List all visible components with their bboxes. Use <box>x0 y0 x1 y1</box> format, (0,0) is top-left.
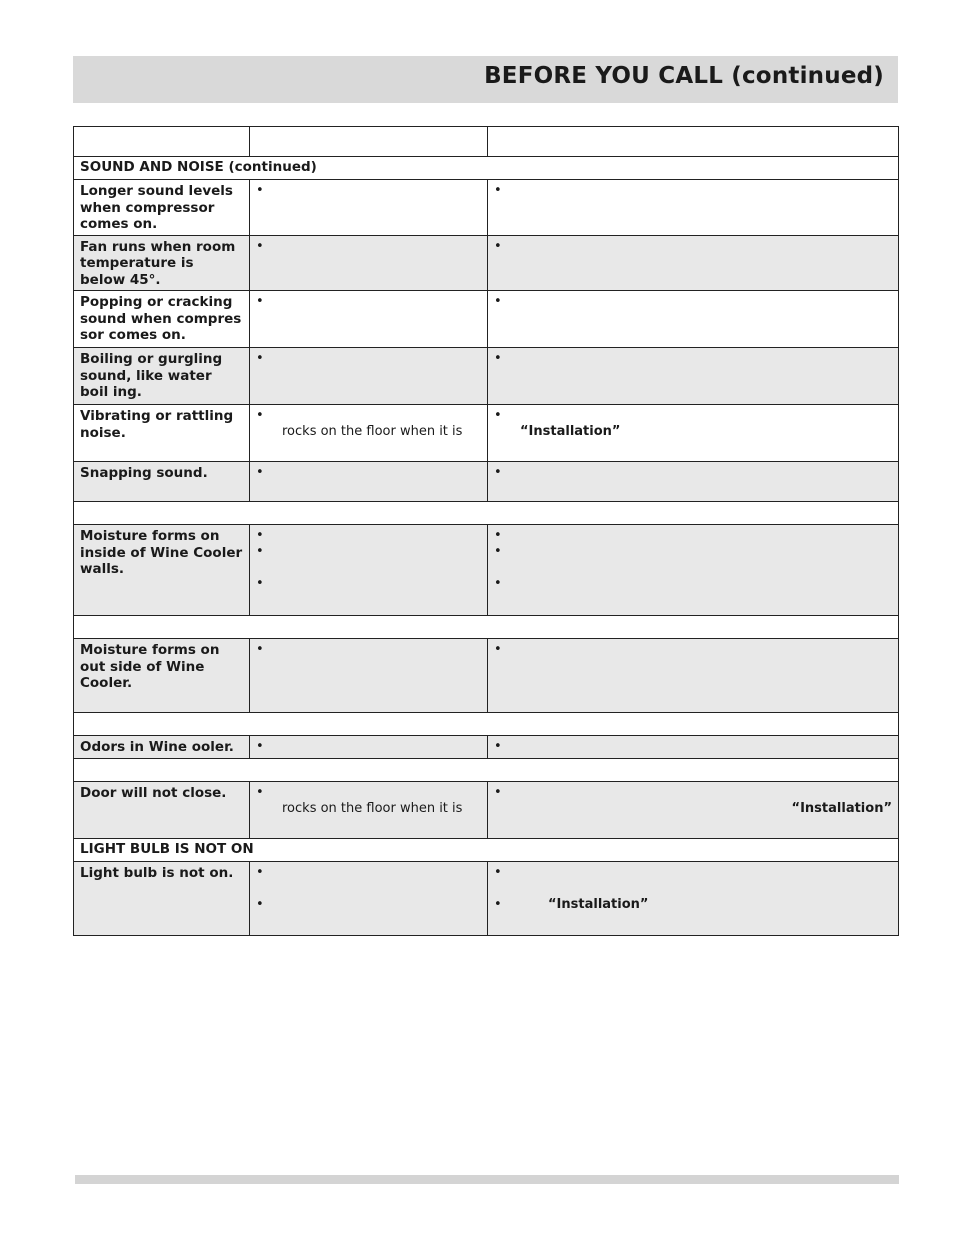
header-cell-solution <box>488 127 899 157</box>
installation-reference: “Installation” <box>791 801 892 816</box>
problem-cell: Door will not close. <box>74 782 250 839</box>
solution-cell <box>488 405 899 462</box>
bullet: • <box>256 465 264 480</box>
solution-cell <box>488 291 899 348</box>
header-cell-cause <box>250 127 488 157</box>
solution-cell <box>488 462 899 502</box>
problem-cell: Snapping sound. <box>74 462 250 502</box>
bullet: • <box>494 576 502 591</box>
installation-reference: “Installation” <box>520 424 621 439</box>
bullet: • <box>256 865 264 880</box>
table-row <box>74 462 899 502</box>
page-title: BEFORE YOU CALL (continued) <box>484 63 884 89</box>
problem-cell: Longer sound levels when compressor comes on. <box>74 180 250 236</box>
bullet: • <box>256 238 264 254</box>
table-row <box>74 736 899 759</box>
table-row <box>74 639 899 713</box>
table-row <box>74 405 899 462</box>
solution-cell <box>488 639 899 713</box>
bullet: • <box>494 528 502 543</box>
bullet: • <box>256 785 264 800</box>
bullet: • <box>494 897 502 912</box>
bullet: • <box>256 408 264 423</box>
bullet: • <box>256 351 264 366</box>
bullet: • <box>494 238 502 254</box>
problem-cell: Light bulb is not on. <box>74 862 250 936</box>
bullet: • <box>256 739 264 754</box>
table-row <box>74 235 899 291</box>
section-title <box>74 502 899 525</box>
section-title: LIGHT BULB IS NOT ON <box>74 839 899 862</box>
bullet: • <box>494 544 502 559</box>
bullet: • <box>256 294 264 309</box>
bullet: • <box>494 294 502 309</box>
troubleshooting-table <box>73 126 899 936</box>
cause-cell <box>250 462 488 502</box>
cause-cell <box>250 639 488 713</box>
bullet: • <box>494 408 502 423</box>
solution-cell <box>488 348 899 405</box>
solution-cell <box>488 736 899 759</box>
problem-cell: Moisture forms on out side of Wine Cooler. <box>74 639 250 713</box>
section-row-empty <box>74 759 899 782</box>
section-title: SOUND AND NOISE (continued) <box>74 157 899 180</box>
solution-cell <box>488 782 899 839</box>
cause-text: rocks on the floor when it is <box>282 801 463 816</box>
header-band <box>73 56 898 103</box>
solution-cell <box>488 525 899 616</box>
table-row <box>74 525 899 616</box>
section-row-empty <box>74 502 899 525</box>
bullet: • <box>494 465 502 480</box>
bullet: • <box>256 183 264 198</box>
table-row <box>74 782 899 839</box>
section-title <box>74 713 899 736</box>
cause-cell <box>250 405 488 462</box>
section-row-empty <box>74 713 899 736</box>
bullet: • <box>256 576 264 591</box>
table-row <box>74 180 899 236</box>
bullet: • <box>494 785 502 800</box>
problem-cell: Popping or cracking sound when compres sor comes on. <box>74 291 250 348</box>
section-title <box>74 616 899 639</box>
problem-cell: Moisture forms on inside of Wine Cooler walls. <box>74 525 250 616</box>
bullet: • <box>494 351 502 366</box>
bullet: • <box>256 528 264 543</box>
bullet: • <box>256 544 264 559</box>
cause-text: rocks on the floor when it is <box>282 424 463 439</box>
solution-cell <box>488 235 899 291</box>
bullet: • <box>494 642 502 657</box>
table-row <box>74 862 899 936</box>
installation-reference: “Installation” <box>548 897 649 912</box>
solution-cell <box>488 862 899 936</box>
cause-cell <box>250 291 488 348</box>
problem-cell: Fan runs when room temperature is below 45°. <box>74 235 250 291</box>
problem-cell: Boiling or gurgling sound, like water boil ing. <box>74 348 250 405</box>
section-row-light-bulb <box>74 839 899 862</box>
cause-cell <box>250 525 488 616</box>
problem-cell: Odors in Wine ooler. <box>74 736 250 759</box>
cause-cell <box>250 235 488 291</box>
header-cell-problem <box>74 127 250 157</box>
cause-cell <box>250 348 488 405</box>
bullet: • <box>494 183 502 198</box>
bullet: • <box>494 865 502 880</box>
bullet: • <box>256 897 264 912</box>
cause-cell <box>250 180 488 236</box>
footer-bar <box>75 1175 899 1184</box>
section-title <box>74 759 899 782</box>
cause-cell <box>250 782 488 839</box>
section-row-sound-noise <box>74 157 899 180</box>
table-row <box>74 348 899 405</box>
bullet: • <box>256 642 264 657</box>
solution-cell <box>488 180 899 236</box>
column-header-row <box>74 127 899 157</box>
bullet: • <box>494 739 502 754</box>
problem-cell: Vibrating or rattling noise. <box>74 405 250 462</box>
table-row <box>74 291 899 348</box>
cause-cell <box>250 736 488 759</box>
cause-cell <box>250 862 488 936</box>
section-row-empty <box>74 616 899 639</box>
